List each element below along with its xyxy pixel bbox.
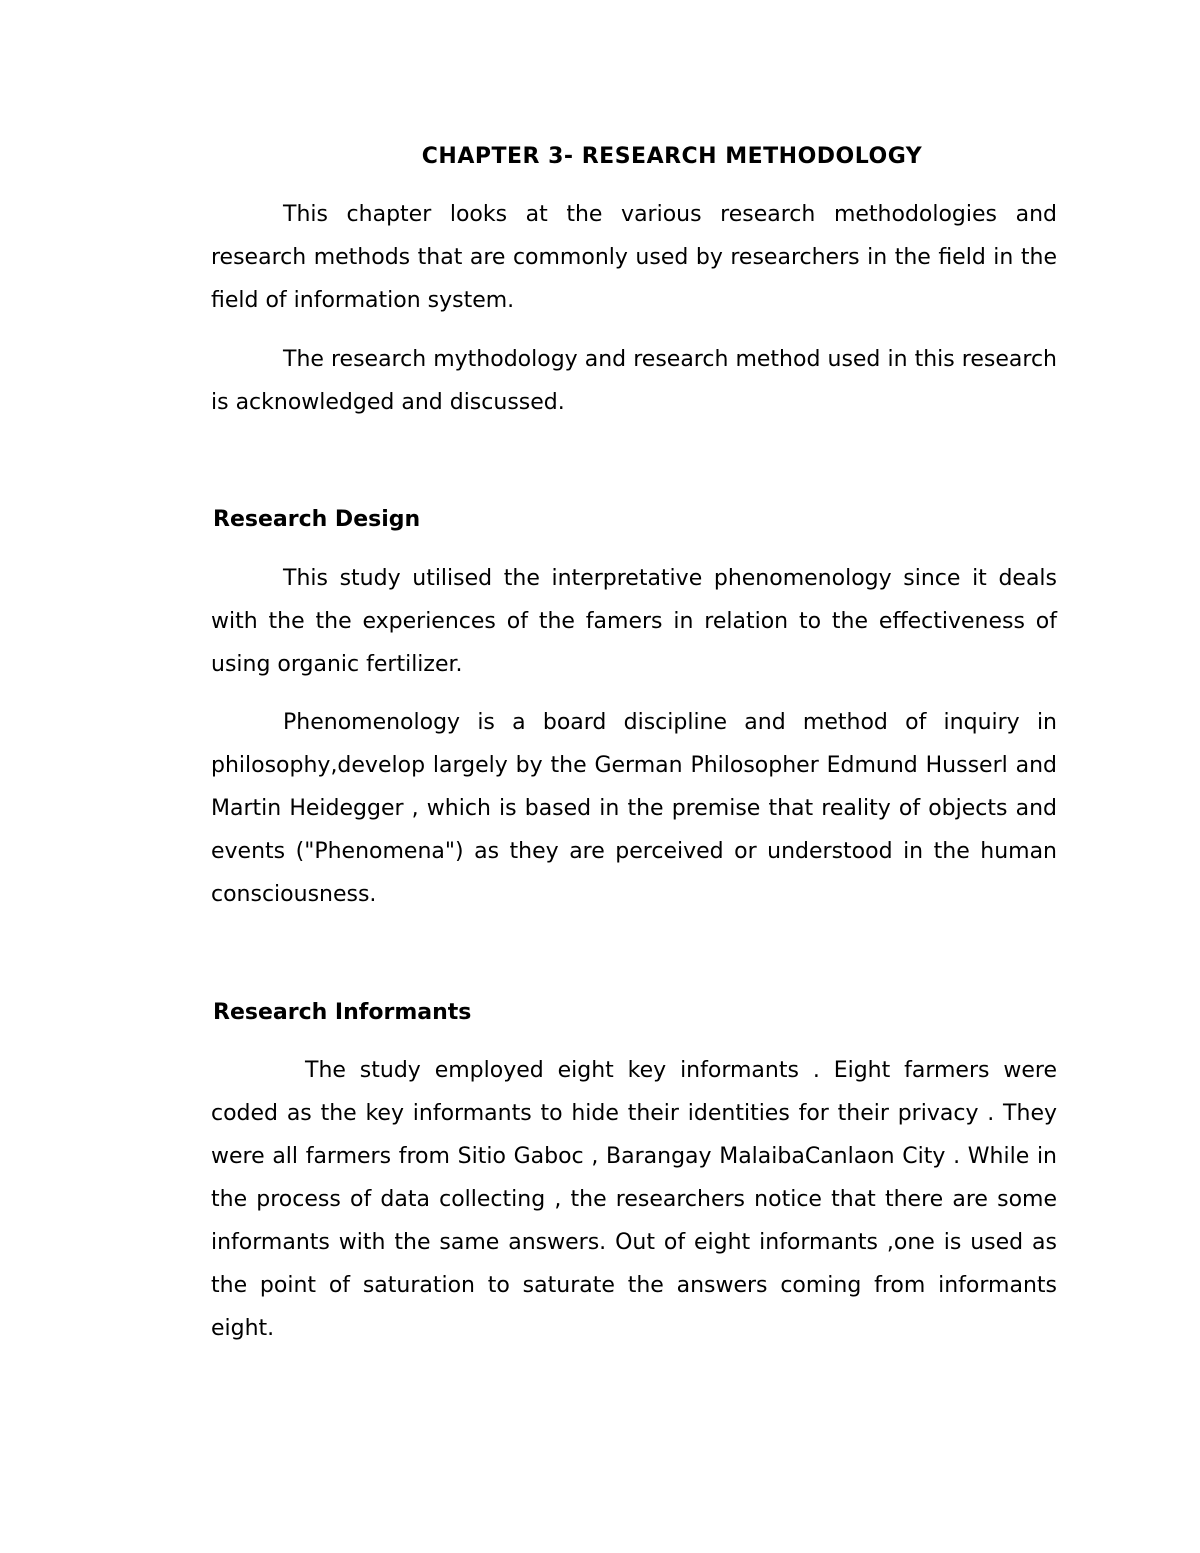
section-heading-research-design: Research Design	[213, 507, 421, 532]
section-heading-research-informants: Research Informants	[213, 1000, 472, 1025]
research-informants-paragraph-1: The study employed eight key informants . Eight farmers were coded as the key informants to hide their identities for their privacy . They were all farmers from Sitio Gaboc , Barangay MalaibaCanlaon City . While in the process of data collecting , the researchers notice that there are some informants with the same answers. Out of eight informants ,one is used as the point of saturation to saturate the answers coming from informants eight.	[211, 1058, 1057, 1341]
intro-paragraph-1: This chapter looks at the various research methodologies and research methods that are commonly used by researchers in the field in the field of information system.	[211, 202, 1057, 313]
intro-paragraph-2: The research mythodology and research method used in this research is acknowledged and discussed.	[211, 347, 1057, 415]
chapter-title: CHAPTER 3- RESEARCH METHODOLOGY	[421, 144, 923, 169]
research-design-paragraph-2: Phenomenology is a board discipline and method of inquiry in philosophy,develop largely by the German Philosopher Edmund Husserl and Martin Heidegger , which is based in the premise that reality of objects and events ("Phenomena") as they are perceived or understood in the human consciousness.	[211, 710, 1057, 907]
research-design-paragraph-1: This study utilised the interpretative phenomenology since it deals with the the experiences of the famers in relation to the effectiveness of using organic fertilizer.	[211, 566, 1057, 677]
